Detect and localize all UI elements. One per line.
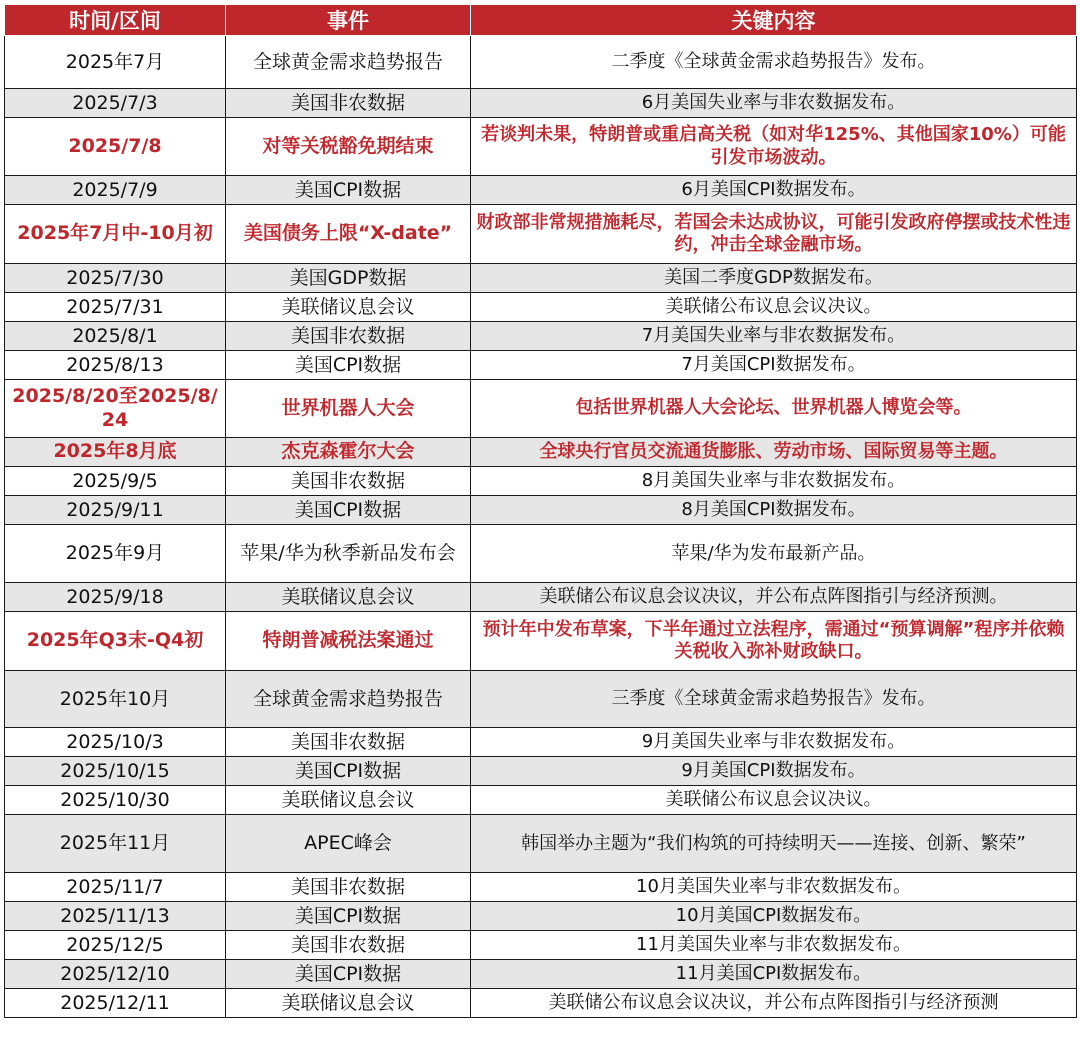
- cell-event: 美国CPI数据: [226, 496, 471, 525]
- table-row: [5, 583, 1077, 612]
- cell-time: 2025/10/3: [5, 728, 226, 757]
- table-row: [5, 264, 1077, 293]
- cell-time: 2025/12/5: [5, 931, 226, 960]
- cell-content: 包括世界机器人大会论坛、世界机器人博览会等。: [471, 380, 1077, 438]
- cell-event: APEC峰会: [226, 815, 471, 873]
- table-row: [5, 931, 1077, 960]
- table-row: [5, 293, 1077, 322]
- cell-content: 韩国举办主题为“我们构筑的可持续明天——连接、创新、繁荣”: [471, 815, 1077, 873]
- events-calendar-table: [4, 4, 1077, 1018]
- cell-time: 2025年11月: [5, 815, 226, 873]
- table-row: [5, 380, 1077, 438]
- cell-time: 2025年10月: [5, 671, 226, 728]
- cell-event: 美联储议息会议: [226, 293, 471, 322]
- cell-time: 2025/7/30: [5, 264, 226, 293]
- cell-content: 美联储公布议息会议决议。: [471, 293, 1077, 322]
- cell-content: 美联储公布议息会议决议，并公布点阵图指引与经济预测: [471, 989, 1077, 1018]
- table-row: [5, 786, 1077, 815]
- cell-content: 11月美国CPI数据发布。: [471, 960, 1077, 989]
- table-row: [5, 467, 1077, 496]
- cell-content: 美联储公布议息会议决议。: [471, 786, 1077, 815]
- cell-content: 二季度《全球黄金需求趋势报告》发布。: [471, 36, 1077, 89]
- cell-time: 2025/7/9: [5, 176, 226, 205]
- cell-event: 美国非农数据: [226, 873, 471, 902]
- cell-content: 7月美国CPI数据发布。: [471, 351, 1077, 380]
- header-event: 事件: [226, 5, 471, 36]
- cell-content: 8月美国失业率与非农数据发布。: [471, 467, 1077, 496]
- table-row: [5, 873, 1077, 902]
- cell-event: 美国非农数据: [226, 931, 471, 960]
- cell-event: 美国GDP数据: [226, 264, 471, 293]
- cell-event: 美国CPI数据: [226, 176, 471, 205]
- table-row: [5, 496, 1077, 525]
- table-row: [5, 989, 1077, 1018]
- header-content: 关键内容: [471, 5, 1077, 36]
- cell-event: 美国CPI数据: [226, 902, 471, 931]
- table-row: [5, 525, 1077, 583]
- cell-event: 全球黄金需求趋势报告: [226, 36, 471, 89]
- cell-time: 2025/8/13: [5, 351, 226, 380]
- cell-content: 10月美国CPI数据发布。: [471, 902, 1077, 931]
- table-row: [5, 118, 1077, 176]
- cell-content: 美联储公布议息会议决议，并公布点阵图指引与经济预测。: [471, 583, 1077, 612]
- cell-content: 全球央行官员交流通货膨胀、劳动市场、国际贸易等主题。: [471, 438, 1077, 467]
- cell-content: 10月美国失业率与非农数据发布。: [471, 873, 1077, 902]
- cell-event: 美联储议息会议: [226, 989, 471, 1018]
- cell-time: 2025/7/31: [5, 293, 226, 322]
- table-row: [5, 612, 1077, 671]
- cell-event: 美国非农数据: [226, 89, 471, 118]
- cell-time: 2025/9/5: [5, 467, 226, 496]
- cell-content: 苹果/华为发布最新产品。: [471, 525, 1077, 583]
- cell-time: 2025/9/18: [5, 583, 226, 612]
- table-row: [5, 205, 1077, 264]
- header-time: 时间/区间: [5, 5, 226, 36]
- table-row: [5, 671, 1077, 728]
- table-row: [5, 728, 1077, 757]
- cell-event: 美国债务上限“X-date”: [226, 205, 471, 264]
- cell-time: 2025年8月底: [5, 438, 226, 467]
- cell-time: 2025/9/11: [5, 496, 226, 525]
- cell-event: 苹果/华为秋季新品发布会: [226, 525, 471, 583]
- cell-event: 美国非农数据: [226, 322, 471, 351]
- cell-time: 2025/7/8: [5, 118, 226, 176]
- cell-event: 对等关税豁免期结束: [226, 118, 471, 176]
- cell-content: 预计年中发布草案，下半年通过立法程序，需通过“预算调解”程序并依赖关税收入弥补财政缺口。: [471, 612, 1077, 671]
- table-row: [5, 438, 1077, 467]
- table-row: [5, 322, 1077, 351]
- cell-content: 美国二季度GDP数据发布。: [471, 264, 1077, 293]
- table-header-row: [5, 5, 1077, 36]
- cell-time: 2025年Q3末-Q4初: [5, 612, 226, 671]
- cell-content: 若谈判未果，特朗普或重启高关税（如对华125%、其他国家10%）可能引发市场波动。: [471, 118, 1077, 176]
- cell-time: 2025/8/20至2025/8/24: [5, 380, 226, 438]
- table-row: [5, 351, 1077, 380]
- cell-time: 2025/7/3: [5, 89, 226, 118]
- cell-time: 2025/8/1: [5, 322, 226, 351]
- cell-content: 6月美国CPI数据发布。: [471, 176, 1077, 205]
- cell-content: 三季度《全球黄金需求趋势报告》发布。: [471, 671, 1077, 728]
- cell-time: 2025/12/10: [5, 960, 226, 989]
- cell-time: 2025年9月: [5, 525, 226, 583]
- cell-event: 美国CPI数据: [226, 960, 471, 989]
- cell-event: 美国CPI数据: [226, 351, 471, 380]
- cell-time: 2025年7月: [5, 36, 226, 89]
- cell-event: 特朗普减税法案通过: [226, 612, 471, 671]
- cell-event: 世界机器人大会: [226, 380, 471, 438]
- table-row: [5, 960, 1077, 989]
- cell-content: 11月美国失业率与非农数据发布。: [471, 931, 1077, 960]
- cell-event: 杰克森霍尔大会: [226, 438, 471, 467]
- cell-event: 美国CPI数据: [226, 757, 471, 786]
- cell-time: 2025年7月中-10月初: [5, 205, 226, 264]
- cell-content: 7月美国失业率与非农数据发布。: [471, 322, 1077, 351]
- cell-time: 2025/10/30: [5, 786, 226, 815]
- table-row: [5, 815, 1077, 873]
- cell-time: 2025/11/7: [5, 873, 226, 902]
- cell-time: 2025/10/15: [5, 757, 226, 786]
- cell-event: 美国非农数据: [226, 728, 471, 757]
- cell-content: 9月美国CPI数据发布。: [471, 757, 1077, 786]
- cell-content: 财政部非常规措施耗尽，若国会未达成协议，可能引发政府停摆或技术性违约，冲击全球金融市场。: [471, 205, 1077, 264]
- table-row: [5, 36, 1077, 89]
- cell-content: 9月美国失业率与非农数据发布。: [471, 728, 1077, 757]
- cell-event: 全球黄金需求趋势报告: [226, 671, 471, 728]
- cell-event: 美联储议息会议: [226, 786, 471, 815]
- table-row: [5, 902, 1077, 931]
- table-row: [5, 757, 1077, 786]
- cell-event: 美联储议息会议: [226, 583, 471, 612]
- cell-time: 2025/11/13: [5, 902, 226, 931]
- cell-content: 6月美国失业率与非农数据发布。: [471, 89, 1077, 118]
- cell-content: 8月美国CPI数据发布。: [471, 496, 1077, 525]
- cell-time: 2025/12/11: [5, 989, 226, 1018]
- table-row: [5, 89, 1077, 118]
- cell-event: 美国非农数据: [226, 467, 471, 496]
- table-row: [5, 176, 1077, 205]
